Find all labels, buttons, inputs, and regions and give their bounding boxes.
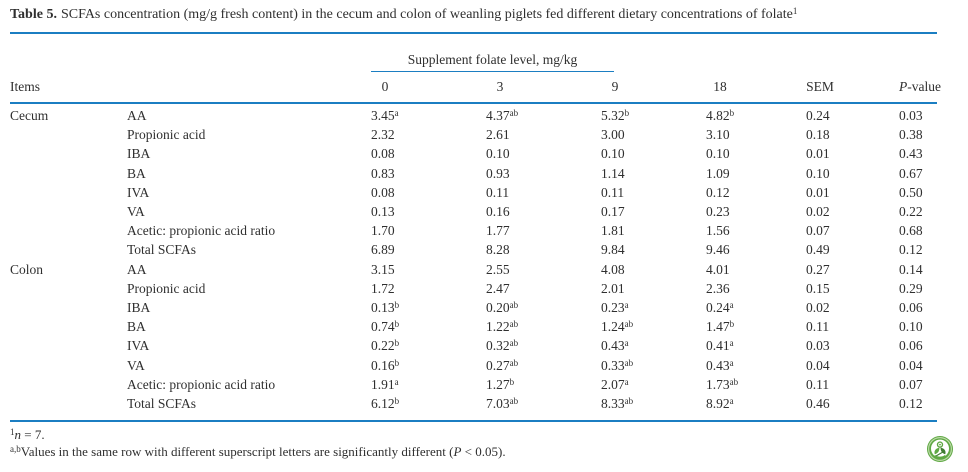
section-label: [10, 394, 127, 420]
col-header-level-0: 0: [371, 72, 486, 103]
pvalue-cell: 0.12: [899, 396, 923, 412]
sem-cell: 0.18: [806, 127, 830, 143]
footnotes: [10, 427, 938, 460]
item-label: Acetic: propionic acid ratio: [127, 223, 276, 239]
sem-cell: 0.11: [806, 376, 830, 392]
section-label: [10, 125, 127, 144]
value-cell: 1.72: [371, 280, 395, 296]
table-row: [10, 164, 937, 183]
value-cell: 6.89: [371, 242, 395, 258]
value-cell: 2.36: [706, 280, 730, 296]
journal-logo-icon: [926, 435, 954, 463]
value-cell: 0.24$^a$: [706, 300, 734, 316]
col-header-pvalue: P-value: [899, 72, 937, 103]
section-label: [10, 221, 127, 240]
value-cell: 8.92$^a$: [706, 396, 734, 412]
col-header-sem: SEM: [806, 72, 899, 103]
value-cell: 0.17: [601, 204, 625, 220]
section-label: [10, 356, 127, 375]
sem-cell: 0.07: [806, 223, 830, 239]
value-cell: 4.01: [706, 261, 730, 277]
sem-cell: 0.02: [806, 300, 830, 316]
item-label: Propionic acid: [127, 280, 206, 296]
value-cell: 0.16$^b$: [371, 357, 400, 373]
value-cell: 0.43$^a$: [601, 338, 629, 354]
value-cell: 2.01: [601, 280, 625, 296]
table-row: [10, 279, 937, 298]
sem-cell: 0.24: [806, 108, 830, 123]
value-cell: 1.73$^{ab}$: [706, 376, 739, 392]
pvalue-cell: 0.43: [899, 146, 923, 162]
value-cell: 1.22$^{ab}$: [486, 319, 519, 335]
section-label: [10, 298, 127, 317]
spanner-cell: [371, 34, 706, 72]
value-cell: 1.14: [601, 165, 625, 181]
value-cell: 1.91$^a$: [371, 376, 399, 392]
value-cell: 9.84: [601, 242, 625, 258]
table-title-footnote-marker: 1: [792, 6, 798, 16]
value-cell: 0.10: [706, 146, 730, 162]
value-cell: 0.33$^{ab}$: [601, 357, 634, 373]
value-cell: 1.47$^b$: [706, 319, 735, 335]
pvalue-cell: 0.14: [899, 261, 923, 277]
value-cell: 8.33$^{ab}$: [601, 396, 634, 412]
value-cell: 0.41$^a$: [706, 338, 734, 354]
table-caption: [10, 6, 938, 23]
pvalue-cell: 0.22: [899, 204, 923, 220]
value-cell: 0.10: [486, 146, 510, 162]
pvalue-cell: 0.07: [899, 376, 923, 392]
value-cell: 0.11: [601, 184, 625, 200]
sem-cell: 0.02: [806, 204, 830, 220]
value-cell: 0.13$^b$: [371, 300, 400, 316]
pvalue-cell: 0.10: [899, 319, 923, 335]
item-label: IVA: [127, 338, 150, 354]
col-header-level-9: 9: [601, 72, 706, 103]
table-row: [10, 394, 937, 420]
footnote-n: $^1$n = 7.: [10, 427, 45, 443]
table-row: [10, 317, 937, 336]
pvalue-cell: 0.04: [899, 357, 923, 373]
value-cell: 0.23: [706, 204, 730, 220]
pvalue-cell: 0.06: [899, 338, 923, 354]
section-label: [10, 317, 127, 336]
section-label: [10, 164, 127, 183]
value-cell: 0.27$^{ab}$: [486, 357, 519, 373]
value-cell: 2.55: [486, 261, 510, 277]
value-cell: 0.13: [371, 204, 395, 220]
value-cell: 1.81: [601, 223, 625, 239]
section-label: [10, 375, 127, 394]
value-cell: 0.08: [371, 184, 395, 200]
table-number: Table 5.: [10, 7, 57, 22]
item-label: IBA: [127, 300, 151, 316]
value-cell: 2.07$^a$: [601, 376, 629, 392]
value-cell: 4.08: [601, 261, 625, 277]
col-header-level-18: 18: [706, 72, 806, 103]
pvalue-cell: 0.68: [899, 223, 923, 239]
value-cell: 3.45$^a$: [371, 108, 399, 123]
section-label: [10, 183, 127, 202]
pvalue-cell: 0.29: [899, 280, 923, 296]
value-cell: 2.61: [486, 127, 510, 143]
table-row: [10, 336, 937, 355]
section-label: [10, 202, 127, 221]
section-label: Colon: [10, 261, 44, 277]
pvalue-cell: 0.03: [899, 108, 923, 123]
table-body: [10, 103, 937, 420]
col-header-level-3: 3: [486, 72, 601, 103]
sem-cell: 0.11: [806, 319, 830, 335]
item-label: IVA: [127, 184, 150, 200]
table-row: [10, 260, 937, 279]
value-cell: 3.00: [601, 127, 625, 143]
value-cell: 0.74$^b$: [371, 319, 400, 335]
section-label: [10, 279, 127, 298]
table-row: [10, 221, 937, 240]
section-label: [10, 144, 127, 163]
item-label: Acetic: propionic acid ratio: [127, 376, 276, 392]
value-cell: 4.37$^{ab}$: [486, 108, 519, 123]
value-cell: 5.32$^b$: [601, 108, 630, 123]
value-cell: 0.08: [371, 146, 395, 162]
value-cell: 0.32$^{ab}$: [486, 338, 519, 354]
value-cell: 1.56: [706, 223, 730, 239]
header-row: [10, 72, 937, 103]
item-label: VA: [127, 357, 145, 373]
value-cell: 0.83: [371, 165, 395, 181]
value-cell: 2.47: [486, 280, 510, 296]
sem-cell: 0.46: [806, 396, 830, 412]
scfa-table: [10, 34, 941, 420]
spanner-header: Supplement folate level, mg/kg: [371, 52, 614, 72]
sem-cell: 0.10: [806, 165, 830, 181]
table-row: [10, 183, 937, 202]
table-row: [10, 375, 937, 394]
value-cell: 8.28: [486, 242, 510, 258]
table-row: [10, 103, 937, 125]
value-cell: 0.11: [486, 184, 510, 200]
value-cell: 1.77: [486, 223, 510, 239]
spanner-row: [10, 34, 937, 72]
value-cell: 1.27$^b$: [486, 376, 515, 392]
value-cell: 1.70: [371, 223, 395, 239]
value-cell: 3.10: [706, 127, 730, 143]
bottom-divider: [10, 420, 937, 422]
value-cell: 0.43$^a$: [706, 357, 734, 373]
spanner-spacer-right: [706, 34, 937, 72]
table-row: [10, 125, 937, 144]
section-label: [10, 336, 127, 355]
value-cell: 1.09: [706, 165, 730, 181]
value-cell: 0.22$^b$: [371, 338, 400, 354]
sem-cell: 0.49: [806, 242, 830, 258]
item-label: AA: [127, 108, 147, 123]
pvalue-cell: 0.38: [899, 127, 923, 143]
item-label: Propionic acid: [127, 127, 206, 143]
pvalue-cell: 0.50: [899, 184, 923, 200]
col-header-items: Items: [10, 72, 371, 103]
value-cell: 0.10: [601, 146, 625, 162]
table-row: [10, 356, 937, 375]
table-row: [10, 144, 937, 163]
value-cell: 0.16: [486, 204, 510, 220]
item-label: BA: [127, 165, 146, 181]
section-label: Cecum: [10, 108, 49, 123]
value-cell: 0.23$^a$: [601, 300, 629, 316]
item-label: Total SCFAs: [127, 242, 196, 258]
spanner-spacer-left: [10, 34, 371, 72]
pvalue-cell: 0.06: [899, 300, 923, 316]
value-cell: 2.32: [371, 127, 395, 143]
item-label: IBA: [127, 146, 151, 162]
table-row: [10, 240, 937, 259]
value-cell: 7.03$^{ab}$: [486, 396, 519, 412]
sem-cell: 0.01: [806, 184, 830, 200]
sem-cell: 0.04: [806, 357, 830, 373]
pvalue-cell: 0.67: [899, 165, 923, 181]
value-cell: 6.12$^b$: [371, 396, 400, 412]
footnote-superscripts: $^{a,b}$Values in the same row with different superscript letters are significantly different (P < 0.05).: [10, 443, 506, 459]
item-label: AA: [127, 261, 147, 277]
value-cell: 0.20$^{ab}$: [486, 300, 519, 316]
section-label: [10, 240, 127, 259]
item-label: VA: [127, 204, 145, 220]
item-label: BA: [127, 319, 146, 335]
sem-cell: 0.27: [806, 261, 830, 277]
table-title-text: SCFAs concentration (mg/g fresh content) in the cecum and colon of weanling piglets fed different dietary concentrations of folate: [60, 7, 793, 22]
value-cell: 1.24$^{ab}$: [601, 319, 634, 335]
value-cell: 0.12: [706, 184, 730, 200]
sem-cell: 0.01: [806, 146, 830, 162]
value-cell: 9.46: [706, 242, 730, 258]
sem-cell: 0.03: [806, 338, 830, 354]
sem-cell: 0.15: [806, 280, 830, 296]
table-row: [10, 202, 937, 221]
value-cell: 0.93: [486, 165, 510, 181]
item-label: Total SCFAs: [127, 396, 196, 412]
value-cell: 3.15: [371, 261, 395, 277]
value-cell: 4.82$^b$: [706, 108, 735, 123]
table-row: [10, 298, 937, 317]
pvalue-cell: 0.12: [899, 242, 923, 258]
